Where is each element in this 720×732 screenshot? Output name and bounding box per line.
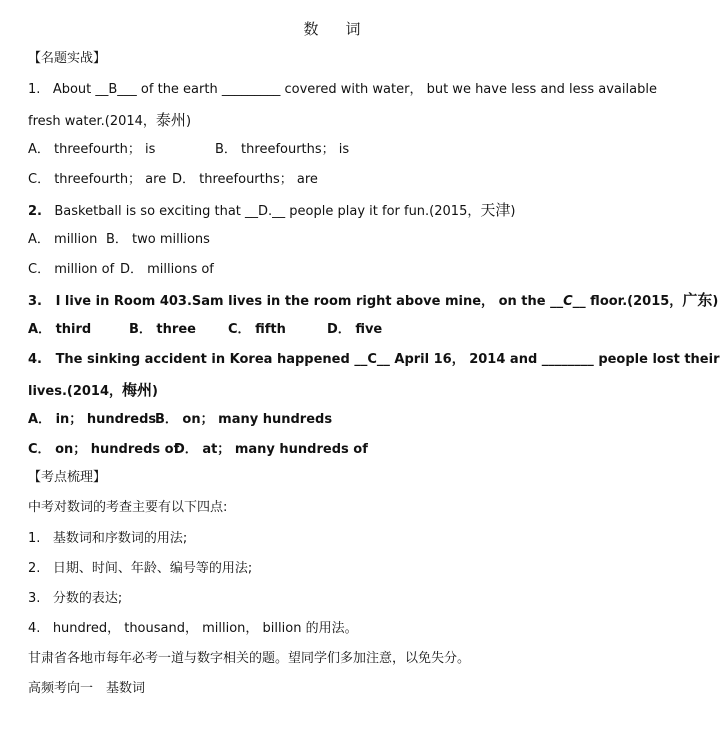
question-1-close: ) xyxy=(185,114,192,129)
key-point-2-text: 日期、时间、年龄、编号等的用法; xyxy=(52,561,253,576)
key-point-3-text: 分数的表达; xyxy=(52,591,123,606)
key-points-intro: 中考对数词的考查主要有以下四点: xyxy=(28,500,228,515)
page-title: 数 词 xyxy=(303,20,367,38)
key-point-1-text: 基数词和序数词的用法; xyxy=(52,531,188,546)
question-4 xyxy=(28,351,720,369)
question-4-option-b: B． on； many hundreds xyxy=(155,412,333,427)
question-1-place: 泰州 xyxy=(155,111,186,129)
question-3-option-d: D． five xyxy=(327,322,383,337)
question-2-number: 2. xyxy=(28,204,42,219)
question-2-option-b: B． two millions xyxy=(106,232,210,247)
exam-note: 甘肃省各地市每年必考一道与数字相关的题。望同学们多加注意，以免失分。 xyxy=(28,651,471,666)
question-3-close: ) xyxy=(712,294,719,309)
question-1-option-d: D． threefourths； are xyxy=(172,172,318,187)
question-4-option-d: D． at； many hundreds of xyxy=(174,442,368,457)
question-2-text: Basketball is so exciting that __D.__ people play it for fun.(2015， xyxy=(54,204,481,219)
question-4-option-c: C． on； hundreds of xyxy=(28,442,180,457)
question-4-close: ) xyxy=(152,384,158,399)
question-2-option-a: A． million xyxy=(28,232,98,247)
question-1-number: 1. xyxy=(28,82,41,97)
question-3-text: I live in Room 403.Sam lives in the room right above mine， on the __ xyxy=(55,294,564,309)
key-point-3-number: 3. xyxy=(28,591,41,606)
question-3-option-b: B． three xyxy=(129,322,196,337)
key-point-1-number: 1. xyxy=(28,531,41,546)
question-4-continued xyxy=(28,381,660,401)
key-point-4-number: 4. xyxy=(28,621,41,636)
question-1-continued xyxy=(28,111,660,131)
question-3-option-c: C． fifth xyxy=(228,322,286,337)
question-3-text-end: __ floor.(2015， xyxy=(572,294,683,309)
question-3-place: 广东 xyxy=(682,291,713,309)
key-point-3 xyxy=(28,590,660,608)
question-2-close: ) xyxy=(510,204,516,219)
question-1 xyxy=(28,81,660,99)
question-1-text: About __B___ of the earth _________ covered with water， but we have less and less available xyxy=(52,82,657,97)
question-1-source: fresh water.(2014， xyxy=(28,114,156,129)
section-heading-key-points: 【考点梳理】 xyxy=(28,470,107,485)
question-3-number: 3. xyxy=(28,294,42,309)
question-4-number: 4. xyxy=(28,352,42,367)
question-2-option-c: C． million of xyxy=(28,262,115,277)
section-heading-exercises: 【名题实战】 xyxy=(28,51,107,66)
question-1-option-a: A． threefourth； is xyxy=(28,142,156,157)
question-1-option-c: C． threefourth； are xyxy=(28,172,167,187)
question-4-source: lives.(2014， xyxy=(28,384,123,399)
question-1-option-b: B． threefourths； is xyxy=(215,142,350,157)
question-4-text: The sinking accident in Korea happened __C__ April 16， 2014 and ________ people lost their xyxy=(55,352,720,367)
question-4-option-a: A． in； hundreds xyxy=(28,412,157,427)
question-3-blank-answer: C xyxy=(563,294,573,309)
key-point-2 xyxy=(28,560,660,578)
question-4-place: 梅州 xyxy=(122,381,153,399)
key-point-4-text: hundred， thousand， million， billion 的用法。 xyxy=(52,621,358,636)
section-heading-cardinal-numbers: 高频考向一 基数词 xyxy=(28,681,146,696)
question-3-option-a: A． third xyxy=(28,322,92,337)
key-point-2-number: 2. xyxy=(28,561,41,576)
key-point-1 xyxy=(28,530,660,548)
key-point-4 xyxy=(28,620,660,638)
question-3 xyxy=(28,291,719,311)
question-2-option-d: D． millions of xyxy=(120,262,214,277)
question-2-place: 天津 xyxy=(480,201,511,219)
question-2 xyxy=(28,201,660,221)
